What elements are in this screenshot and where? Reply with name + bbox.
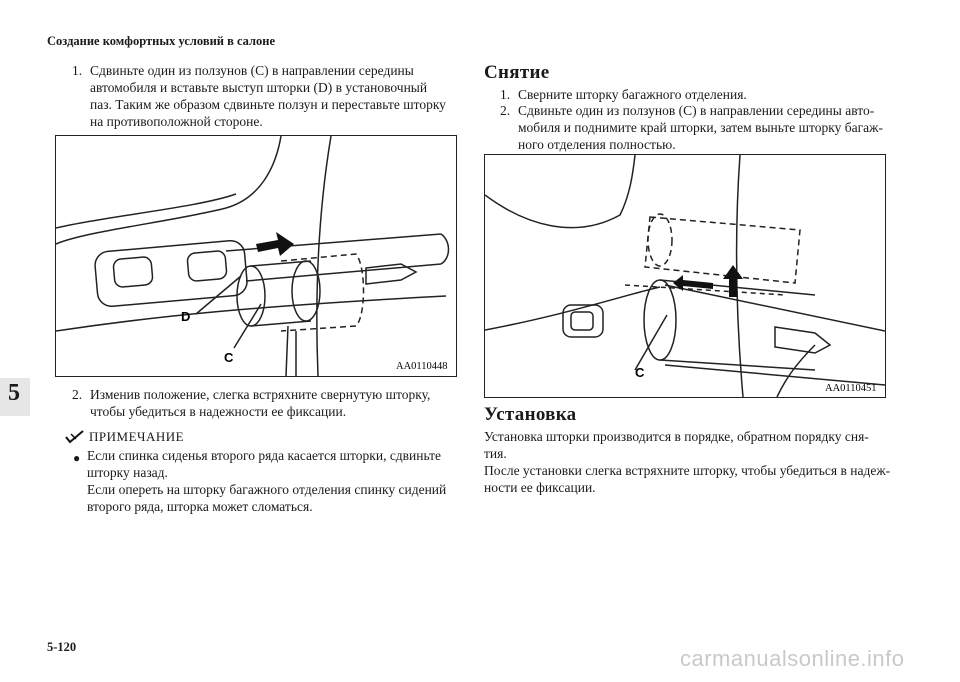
- step-line: Сдвиньте один из ползунов (C) в направлении середины авто-: [518, 103, 875, 118]
- note-line: второго ряда, шторка может сломаться.: [87, 499, 313, 514]
- install-line: Установка шторки производится в порядке, обратном порядку сня-: [484, 429, 869, 444]
- slider-install-illustration: [56, 136, 456, 376]
- label-c: C: [224, 350, 234, 365]
- note-pen-icon: [65, 430, 85, 444]
- step-line: ного отделения полностью.: [518, 137, 676, 152]
- left-step-1: [72, 62, 446, 130]
- note-line: шторку назад.: [87, 465, 168, 480]
- bullet-icon: ●: [73, 451, 81, 465]
- section-title: Создание комфортных условий в салоне: [47, 34, 276, 48]
- step-number: 1.: [500, 87, 511, 102]
- right-step-2: [500, 102, 883, 153]
- removal-heading: Снятие: [484, 62, 550, 83]
- step-number: 1.: [72, 63, 83, 78]
- figure-id: AA0110448: [396, 361, 448, 372]
- left-step-2: [72, 386, 430, 420]
- install-line: тия.: [484, 446, 507, 461]
- label-d: D: [181, 309, 191, 324]
- note-line: Если опереть на шторку багажного отделения спинку сидений: [87, 482, 447, 497]
- note-body: [87, 447, 446, 515]
- step-line: автомобиля и вставьте выступ шторки (D) в установочный: [90, 80, 428, 95]
- shade-removal-illustration: [485, 155, 885, 397]
- step-number: 2.: [72, 387, 83, 402]
- install-line: ности ее фиксации.: [484, 480, 596, 495]
- footer-watermark: carmanualsonline.info: [680, 646, 905, 671]
- step-number: 2.: [500, 103, 511, 118]
- step-line: паз. Таким же образом сдвиньте ползун и переставьте шторку: [90, 97, 446, 112]
- install-heading: Установка: [484, 404, 577, 425]
- figure-shade-removal: [484, 154, 886, 398]
- right-step-1: [500, 86, 747, 103]
- install-text: [484, 428, 890, 496]
- figure-id: AA0110451: [825, 383, 877, 394]
- figure-slider-install: [55, 135, 457, 377]
- note-label: ПРИМЕЧАНИЕ: [89, 429, 185, 444]
- label-c: C: [635, 365, 645, 380]
- step-line: на противоположной стороне.: [90, 114, 263, 129]
- note-line: Если спинка сиденья второго ряда касается шторки, сдвиньте: [87, 448, 442, 463]
- step-line: Изменив положение, слегка встряхните свернутую шторку,: [90, 387, 431, 402]
- step-line: чтобы убедиться в надежности ее фиксации.: [90, 404, 347, 419]
- step-line: Сдвиньте один из ползунов (C) в направлении середины: [90, 63, 414, 78]
- install-line: После установки слегка встряхните шторку, чтобы убедиться в надеж-: [484, 463, 891, 478]
- page-number: 5-120: [47, 640, 77, 654]
- note-header: [65, 429, 184, 445]
- step-line: мобиля и поднимите край шторки, затем выньте шторку багаж-: [518, 120, 883, 135]
- chapter-number: 5: [8, 380, 20, 406]
- step-line: Сверните шторку багажного отделения.: [518, 87, 747, 102]
